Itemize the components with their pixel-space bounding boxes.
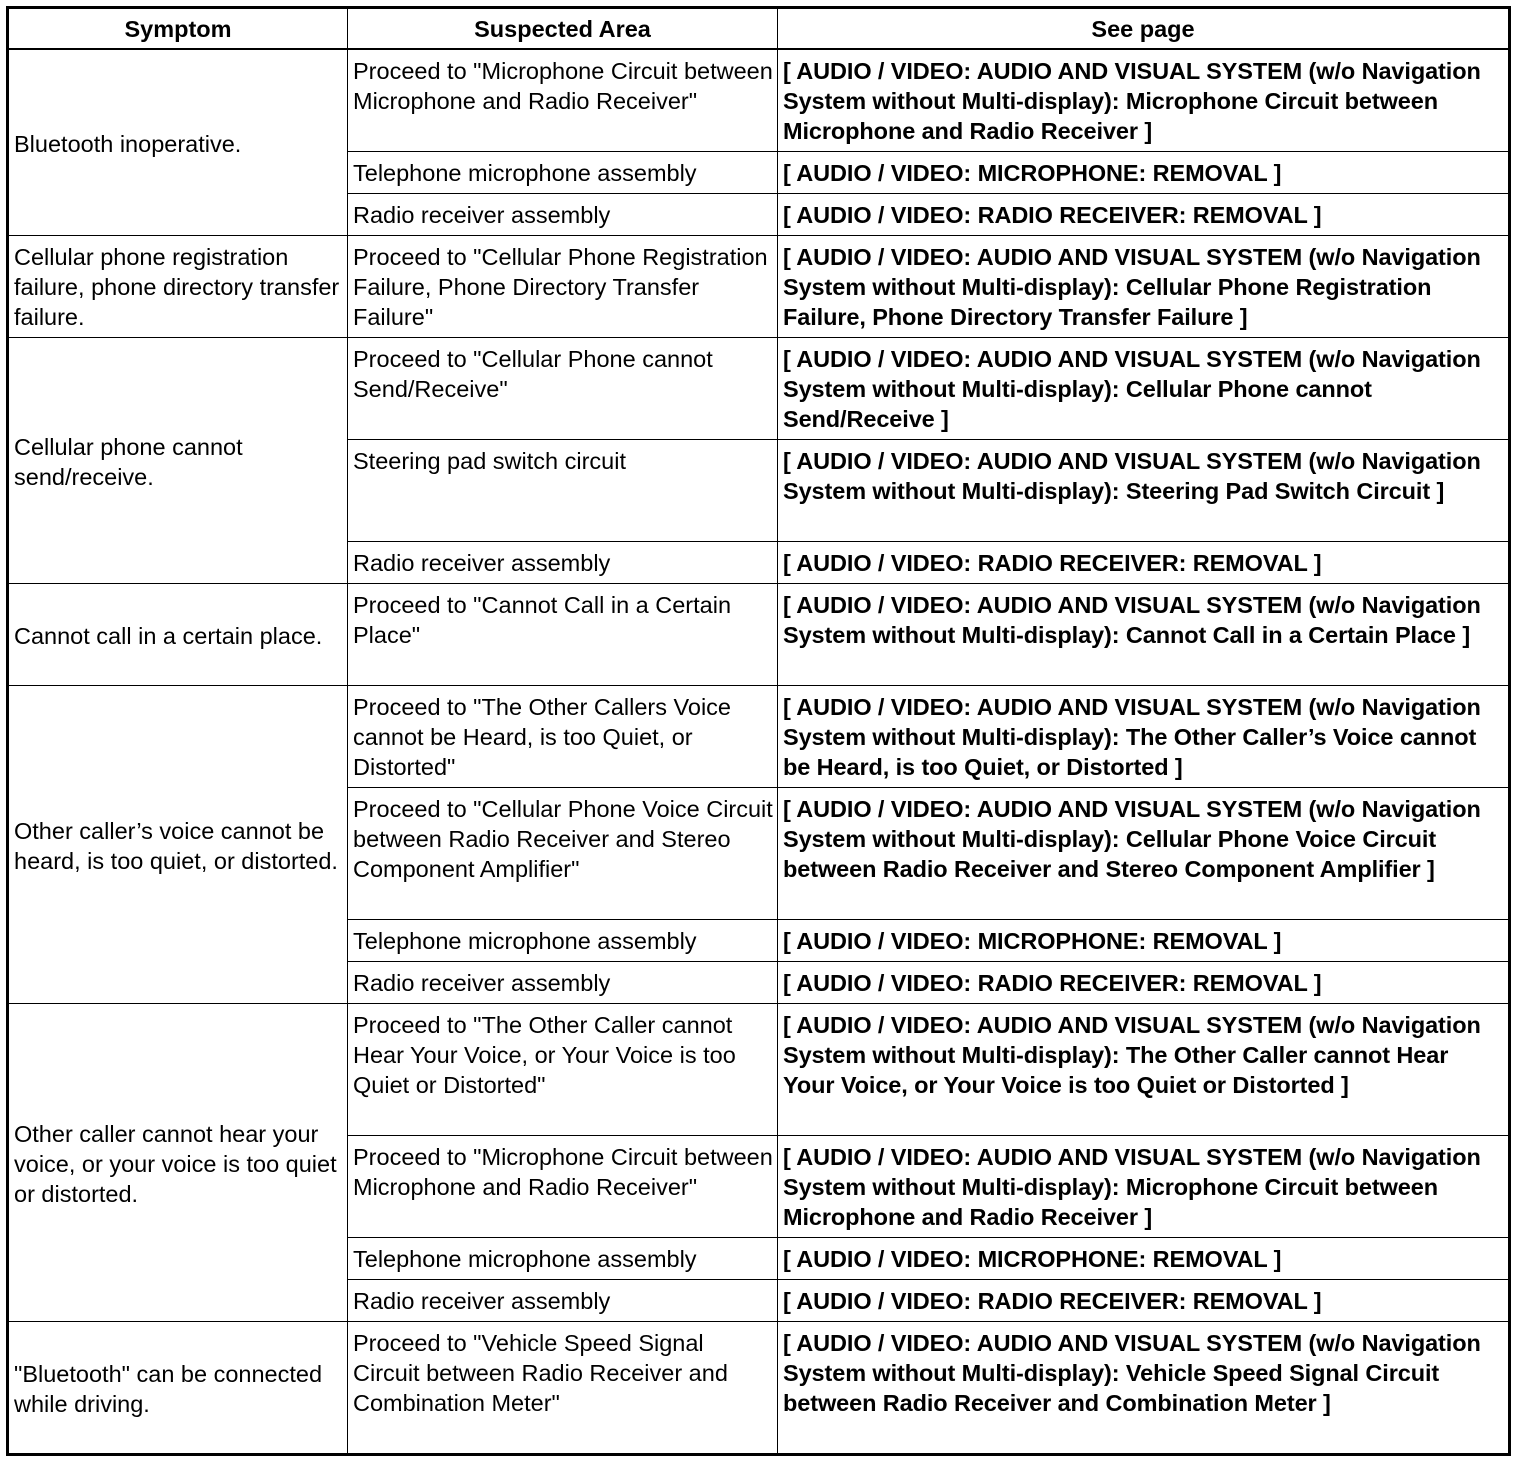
see-page-link[interactable]: [ AUDIO / VIDEO: MICROPHONE: REMOVAL ] [778, 920, 1510, 962]
header-symptom: Symptom [8, 8, 348, 50]
symptom-cell: Other caller cannot hear your voice, or your voice is too quiet or distorted. [8, 1004, 348, 1322]
see-page-link[interactable]: [ AUDIO / VIDEO: RADIO RECEIVER: REMOVAL ] [778, 542, 1510, 584]
see-page-link[interactable]: [ AUDIO / VIDEO: AUDIO AND VISUAL SYSTEM (w/o Navigation System without Multi-display): The Other Caller cannot Hear Your Voice, or Your Voice is too Quiet or Distorted ] [778, 1004, 1510, 1136]
header-see-page: See page [778, 8, 1510, 50]
see-page-link[interactable]: [ AUDIO / VIDEO: AUDIO AND VISUAL SYSTEM (w/o Navigation System without Multi-display): Microphone Circuit between Microphone and Radio Receiver ] [778, 1136, 1510, 1238]
table-row [8, 236, 1510, 338]
symptom-cell: Cellular phone cannot send/receive. [8, 338, 348, 584]
symptom-cell: "Bluetooth" can be connected while driving. [8, 1322, 348, 1455]
symptom-cell: Other caller’s voice cannot be heard, is too quiet, or distorted. [8, 686, 348, 1004]
suspected-area-cell: Proceed to "Microphone Circuit between Microphone and Radio Receiver" [348, 49, 778, 152]
suspected-area-cell: Proceed to "Cellular Phone Registration Failure, Phone Directory Transfer Failure" [348, 236, 778, 338]
table-row [8, 584, 1510, 686]
table-row [8, 338, 1510, 440]
see-page-link[interactable]: [ AUDIO / VIDEO: AUDIO AND VISUAL SYSTEM (w/o Navigation System without Multi-display): Cellular Phone Voice Circuit between Radio Receiver and Stereo Component Amplifier ] [778, 788, 1510, 920]
suspected-area-cell: Proceed to "Microphone Circuit between Microphone and Radio Receiver" [348, 1136, 778, 1238]
header-suspected-area: Suspected Area [348, 8, 778, 50]
symptom-cell: Cellular phone registration failure, phone directory transfer failure. [8, 236, 348, 338]
suspected-area-cell: Proceed to "Cellular Phone cannot Send/Receive" [348, 338, 778, 440]
suspected-area-cell: Radio receiver assembly [348, 194, 778, 236]
table-row [8, 1322, 1510, 1455]
see-page-link[interactable]: [ AUDIO / VIDEO: AUDIO AND VISUAL SYSTEM (w/o Navigation System without Multi-display): Cannot Call in a Certain Place ] [778, 584, 1510, 686]
suspected-area-cell: Proceed to "The Other Callers Voice cannot be Heard, is too Quiet, or Distorted" [348, 686, 778, 788]
suspected-area-cell: Proceed to "Cellular Phone Voice Circuit between Radio Receiver and Stereo Component Amplifier" [348, 788, 778, 920]
header-row [8, 8, 1510, 50]
table-row [8, 49, 1510, 152]
see-page-link[interactable]: [ AUDIO / VIDEO: AUDIO AND VISUAL SYSTEM (w/o Navigation System without Multi-display): Vehicle Speed Signal Circuit between Radio Receiver and Combination Meter ] [778, 1322, 1510, 1455]
see-page-link[interactable]: [ AUDIO / VIDEO: AUDIO AND VISUAL SYSTEM (w/o Navigation System without Multi-display): Microphone Circuit between Microphone and Radio Receiver ] [778, 49, 1510, 152]
table-row [8, 1004, 1510, 1136]
see-page-link[interactable]: [ AUDIO / VIDEO: RADIO RECEIVER: REMOVAL ] [778, 962, 1510, 1004]
symptom-cell: Cannot call in a certain place. [8, 584, 348, 686]
see-page-link[interactable]: [ AUDIO / VIDEO: AUDIO AND VISUAL SYSTEM (w/o Navigation System without Multi-display): Cellular Phone cannot Send/Receive ] [778, 338, 1510, 440]
see-page-link[interactable]: [ AUDIO / VIDEO: MICROPHONE: REMOVAL ] [778, 152, 1510, 194]
suspected-area-cell: Radio receiver assembly [348, 542, 778, 584]
table-row [8, 686, 1510, 788]
suspected-area-cell: Steering pad switch circuit [348, 440, 778, 542]
see-page-link[interactable]: [ AUDIO / VIDEO: AUDIO AND VISUAL SYSTEM (w/o Navigation System without Multi-display): The Other Caller’s Voice cannot be Heard, is too Quiet, or Distorted ] [778, 686, 1510, 788]
see-page-link[interactable]: [ AUDIO / VIDEO: AUDIO AND VISUAL SYSTEM (w/o Navigation System without Multi-display): Steering Pad Switch Circuit ] [778, 440, 1510, 542]
suspected-area-cell: Proceed to "Cannot Call in a Certain Place" [348, 584, 778, 686]
see-page-link[interactable]: [ AUDIO / VIDEO: RADIO RECEIVER: REMOVAL ] [778, 1280, 1510, 1322]
suspected-area-cell: Proceed to "Vehicle Speed Signal Circuit between Radio Receiver and Combination Meter" [348, 1322, 778, 1455]
suspected-area-cell: Telephone microphone assembly [348, 1238, 778, 1280]
see-page-link[interactable]: [ AUDIO / VIDEO: AUDIO AND VISUAL SYSTEM (w/o Navigation System without Multi-display): Cellular Phone Registration Failure, Phone Directory Transfer Failure ] [778, 236, 1510, 338]
suspected-area-cell: Telephone microphone assembly [348, 152, 778, 194]
suspected-area-cell: Radio receiver assembly [348, 962, 778, 1004]
suspected-area-cell: Proceed to "The Other Caller cannot Hear Your Voice, or Your Voice is too Quiet or Distorted" [348, 1004, 778, 1136]
see-page-link[interactable]: [ AUDIO / VIDEO: RADIO RECEIVER: REMOVAL ] [778, 194, 1510, 236]
see-page-link[interactable]: [ AUDIO / VIDEO: MICROPHONE: REMOVAL ] [778, 1238, 1510, 1280]
suspected-area-cell: Radio receiver assembly [348, 1280, 778, 1322]
problem-symptoms-table [6, 6, 1511, 1456]
symptom-cell: Bluetooth inoperative. [8, 49, 348, 236]
suspected-area-cell: Telephone microphone assembly [348, 920, 778, 962]
